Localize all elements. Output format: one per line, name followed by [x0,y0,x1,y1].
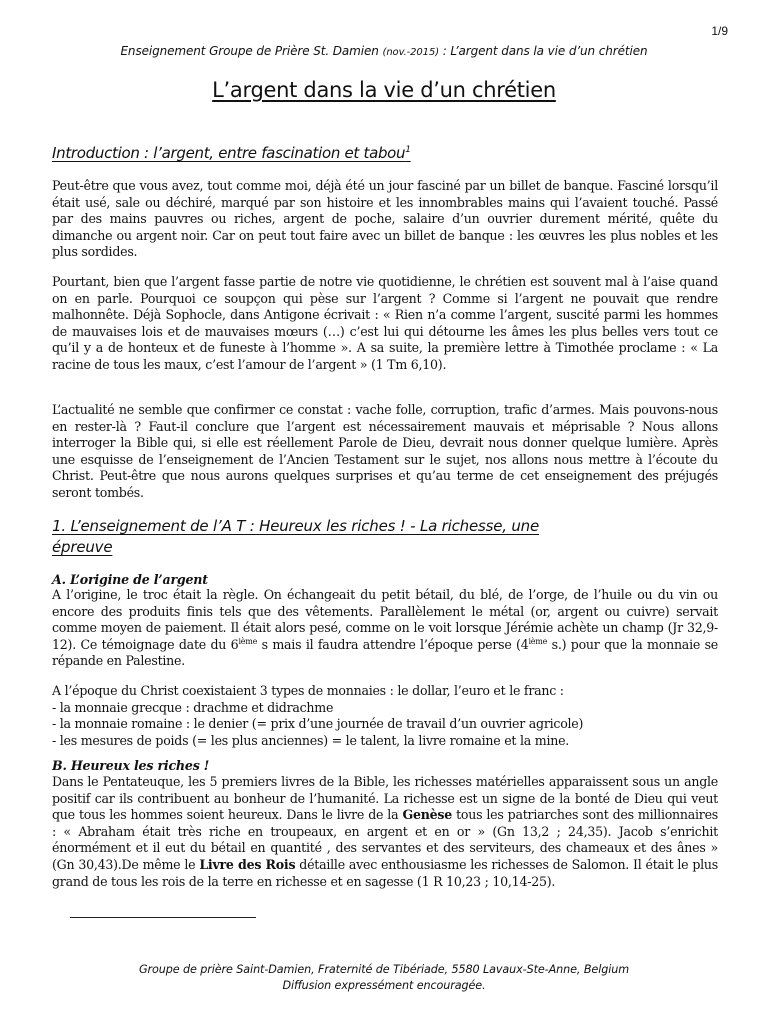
document-title: L’argent dans la vie d’un chrétien [212,78,556,102]
intro-heading-text: Introduction : l’argent, entre fascination et tabou [52,144,406,162]
currency-list-item: - la monnaie romaine : le denier (= prix d’une journée de travail d’un ouvrier agricole) [52,716,584,732]
subB-bold-rois: Livre des Rois [199,856,296,872]
subA-sup-2: ième [528,636,548,646]
footer-line-1: Groupe de prière Saint-Damien, Fraternité de Tibériade, 5580 Lavaux-Ste-Anne, Belgium [138,963,629,976]
subB-bold-genese: Genèse [402,807,452,823]
currency-list-item: - la monnaie grecque : drachme et didrachme [52,699,334,715]
section-1-heading [52,516,718,558]
intro-paragraph-3: L’actualité ne semble que confirmer ce constat : vache folle, corruption, trafic d’armes. Mais pouvons-nous en rester-là ? Faut-il conclure que l’argent est nécessairement mauvais et méprisable ? Nous allons interroger la Bible qui, si elle est réellement Parole de Dieu, devrait nous donner quelque lumière. Après une esquisse de l’enseignement de l’Ancien Testament sur le sujet, nos allons nous mettre à l’écoute du Christ. Peut-être que nous aurons quelques surprises et qu’au terme de cet enseignement des préjugés seront tombés. [52,402,718,500]
currency-list-item: - les mesures de poids (= les plus anciennes) = le talent, la livre romaine et la mine. [52,732,570,748]
currency-intro-line: A l’époque du Christ coexistaient 3 types de monnaies : le dollar, l’euro et le franc : [52,683,564,698]
subsection-b-paragraph [52,774,718,890]
running-header-after: : L’argent dans la vie d’un chrétien [439,44,648,58]
page-footer [0,962,768,994]
running-header-before: Enseignement Groupe de Prière St. Damien [120,44,383,58]
subsection-a-heading: A. L’origine de l’argent [52,572,208,587]
subsection-b-heading: B. Heureux les riches ! [52,758,210,773]
subA-text-3: s.) pour que la monnaie se répande en Palestine. [52,636,718,669]
subB-text-2: tous les patriarches sont des millionnaires : « Abraham était très riche en troupeaux, en argent et en or » (Gn 13,2 ; 24,35). Jacob s’enrichit énormément et il eut du bétail en quantité , des servantes et des serviteurs, des chameaux et des ânes » (Gn 30,43).De même le [52,807,718,872]
running-header [0,44,768,58]
subsection-a-paragraph-1 [52,587,718,670]
footnote-separator [70,917,256,918]
subB-text-1: Dans le Pentateuque, les 5 premiers livres de la Bible, les richesses matérielles apparaissent sous un angle positif car ils contribuent au bonheur de l’humanité. La richesse est un signe de la bonté de Dieu qui veut que tous les hommes soient heureux. Dans le livre de la [52,774,718,823]
page-number: 1/9 [711,24,728,38]
section-1-heading-line-2: épreuve [52,538,113,556]
intro-paragraph-2: Pourtant, bien que l’argent fasse partie de notre vie quotidienne, le chrétien est souvent mal à l’aise quand on en parle. Pourquoi ce soupçon qui pèse sur l’argent ? Comme si l’argent ne pouvait que rendre malhonnête. Déjà Sophocle, dans Antigone écrivait : « Rien n’a comme l’argent, suscité parmi les hommes de mauvaises lois et de mauvaises mœurs (…) c’est lui qui détourne les âmes les plus belles vers tout ce qu’il y a de honteux et de funeste à l’homme ». A sa suite, la première lettre à Timothée proclame : « La racine de tous les maux, c’est l’amour de l’argent » (1 Tm 6,10). [52,274,718,372]
subA-text-2: s mais il faudra attendre l’époque perse (4 [257,636,529,652]
subA-text-1: A l’origine, le troc était la règle. On échangeait du petit bétail, du blé, de l’orge, de l’huile ou du vin ou encore des produits finis tels que des vêtements. Parallèlement le métal (or, argent ou cuivre) servait comme moyen de paiement. Il était alors pesé, comme on le voit lorsque Jérémie achète un champ (Jr 32,9-12). Ce témoignage date du 6 [52,587,718,652]
section-1-heading-line-1: 1. L’enseignement de l’A T : Heureux les riches ! - La richesse, une [52,517,540,535]
footer-line-2: Diffusion expressément encouragée. [282,979,486,992]
subB-text-3: détaille avec enthousiasme les richesses de Salomon. Il était le plus grand de tous les rois de la terre en richesse et en sagesse (1 R 10,23 ; 10,14-25). [52,856,718,889]
intro-heading [52,144,411,162]
running-header-date: (nov.-2015) [382,47,440,58]
subA-sup-1: ième [238,636,258,646]
footnote-ref[interactable]: 1 [405,145,411,155]
subsection-a-paragraph-2 [52,683,718,749]
intro-paragraph-1: Peut-être que vous avez, tout comme moi, déjà été un jour fasciné par un billet de banque. Fasciné lorsqu’il était usé, sale ou déchiré, marqué par son histoire et les innombrables mains qui l’avaient touché. Passé par des mains pauvres ou riches, argent de poche, salaire d’un ouvrier durement mérité, quête du dimanche ou argent noir. Car on peut tout faire avec un billet de banque : les œuvres les plus nobles et les plus sordides. [52,178,718,260]
